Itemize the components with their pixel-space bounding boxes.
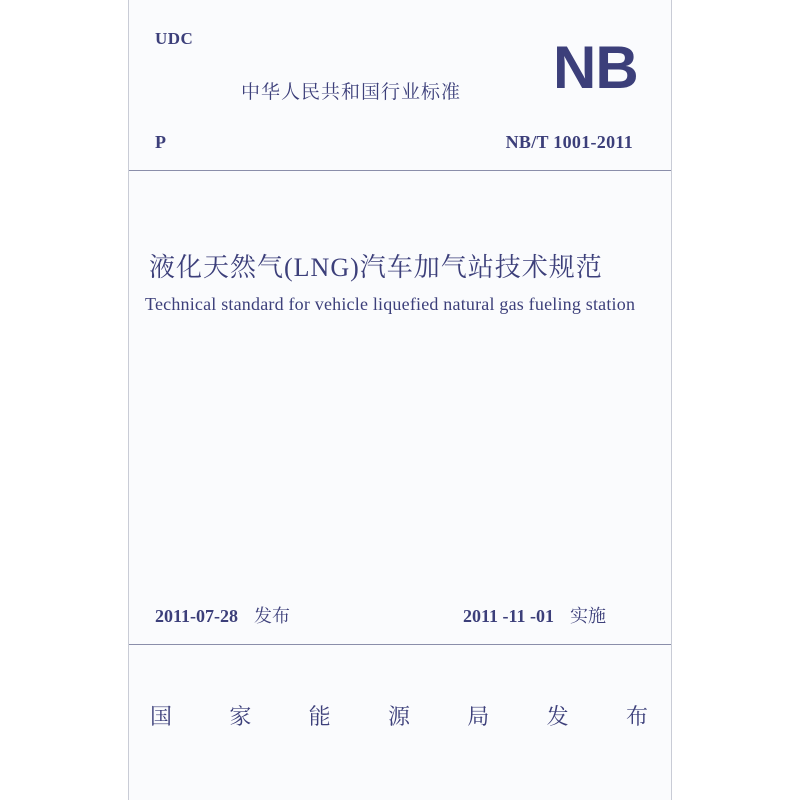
issue-label: 发布 [254, 606, 290, 626]
publisher-char: 家 [229, 704, 252, 729]
implementation-date: 2011 -11 -01 [463, 606, 555, 626]
classification-code: P [155, 132, 166, 152]
document-title-english: Technical standard for vehicle liquefied natural gas fueling station [145, 294, 636, 314]
standard-cover-page [128, 0, 672, 800]
publisher-char: 源 [387, 704, 410, 729]
issue-date-block [155, 602, 290, 628]
standard-number: NB/T 1001-2011 [505, 132, 633, 152]
implementation-date-block [463, 602, 606, 628]
implementation-label: 实施 [570, 606, 607, 626]
publisher-char: 局 [467, 704, 490, 729]
issue-date: 2011-07-28 [155, 606, 238, 626]
publisher-char: 布 [625, 704, 648, 729]
top-divider [129, 170, 671, 171]
publisher-char: 发 [546, 704, 569, 729]
document-title-chinese: 液化天然气(LNG)汽车加气站技术规范 [149, 253, 603, 282]
publisher-line [149, 700, 649, 731]
standard-category-title: 中华人民共和国行业标准 [241, 82, 462, 103]
publisher-char: 国 [149, 704, 172, 729]
udc-label: UDC [155, 29, 194, 48]
publisher-char: 能 [308, 704, 331, 729]
nb-logo: NB [553, 34, 638, 101]
bottom-divider [129, 644, 671, 645]
